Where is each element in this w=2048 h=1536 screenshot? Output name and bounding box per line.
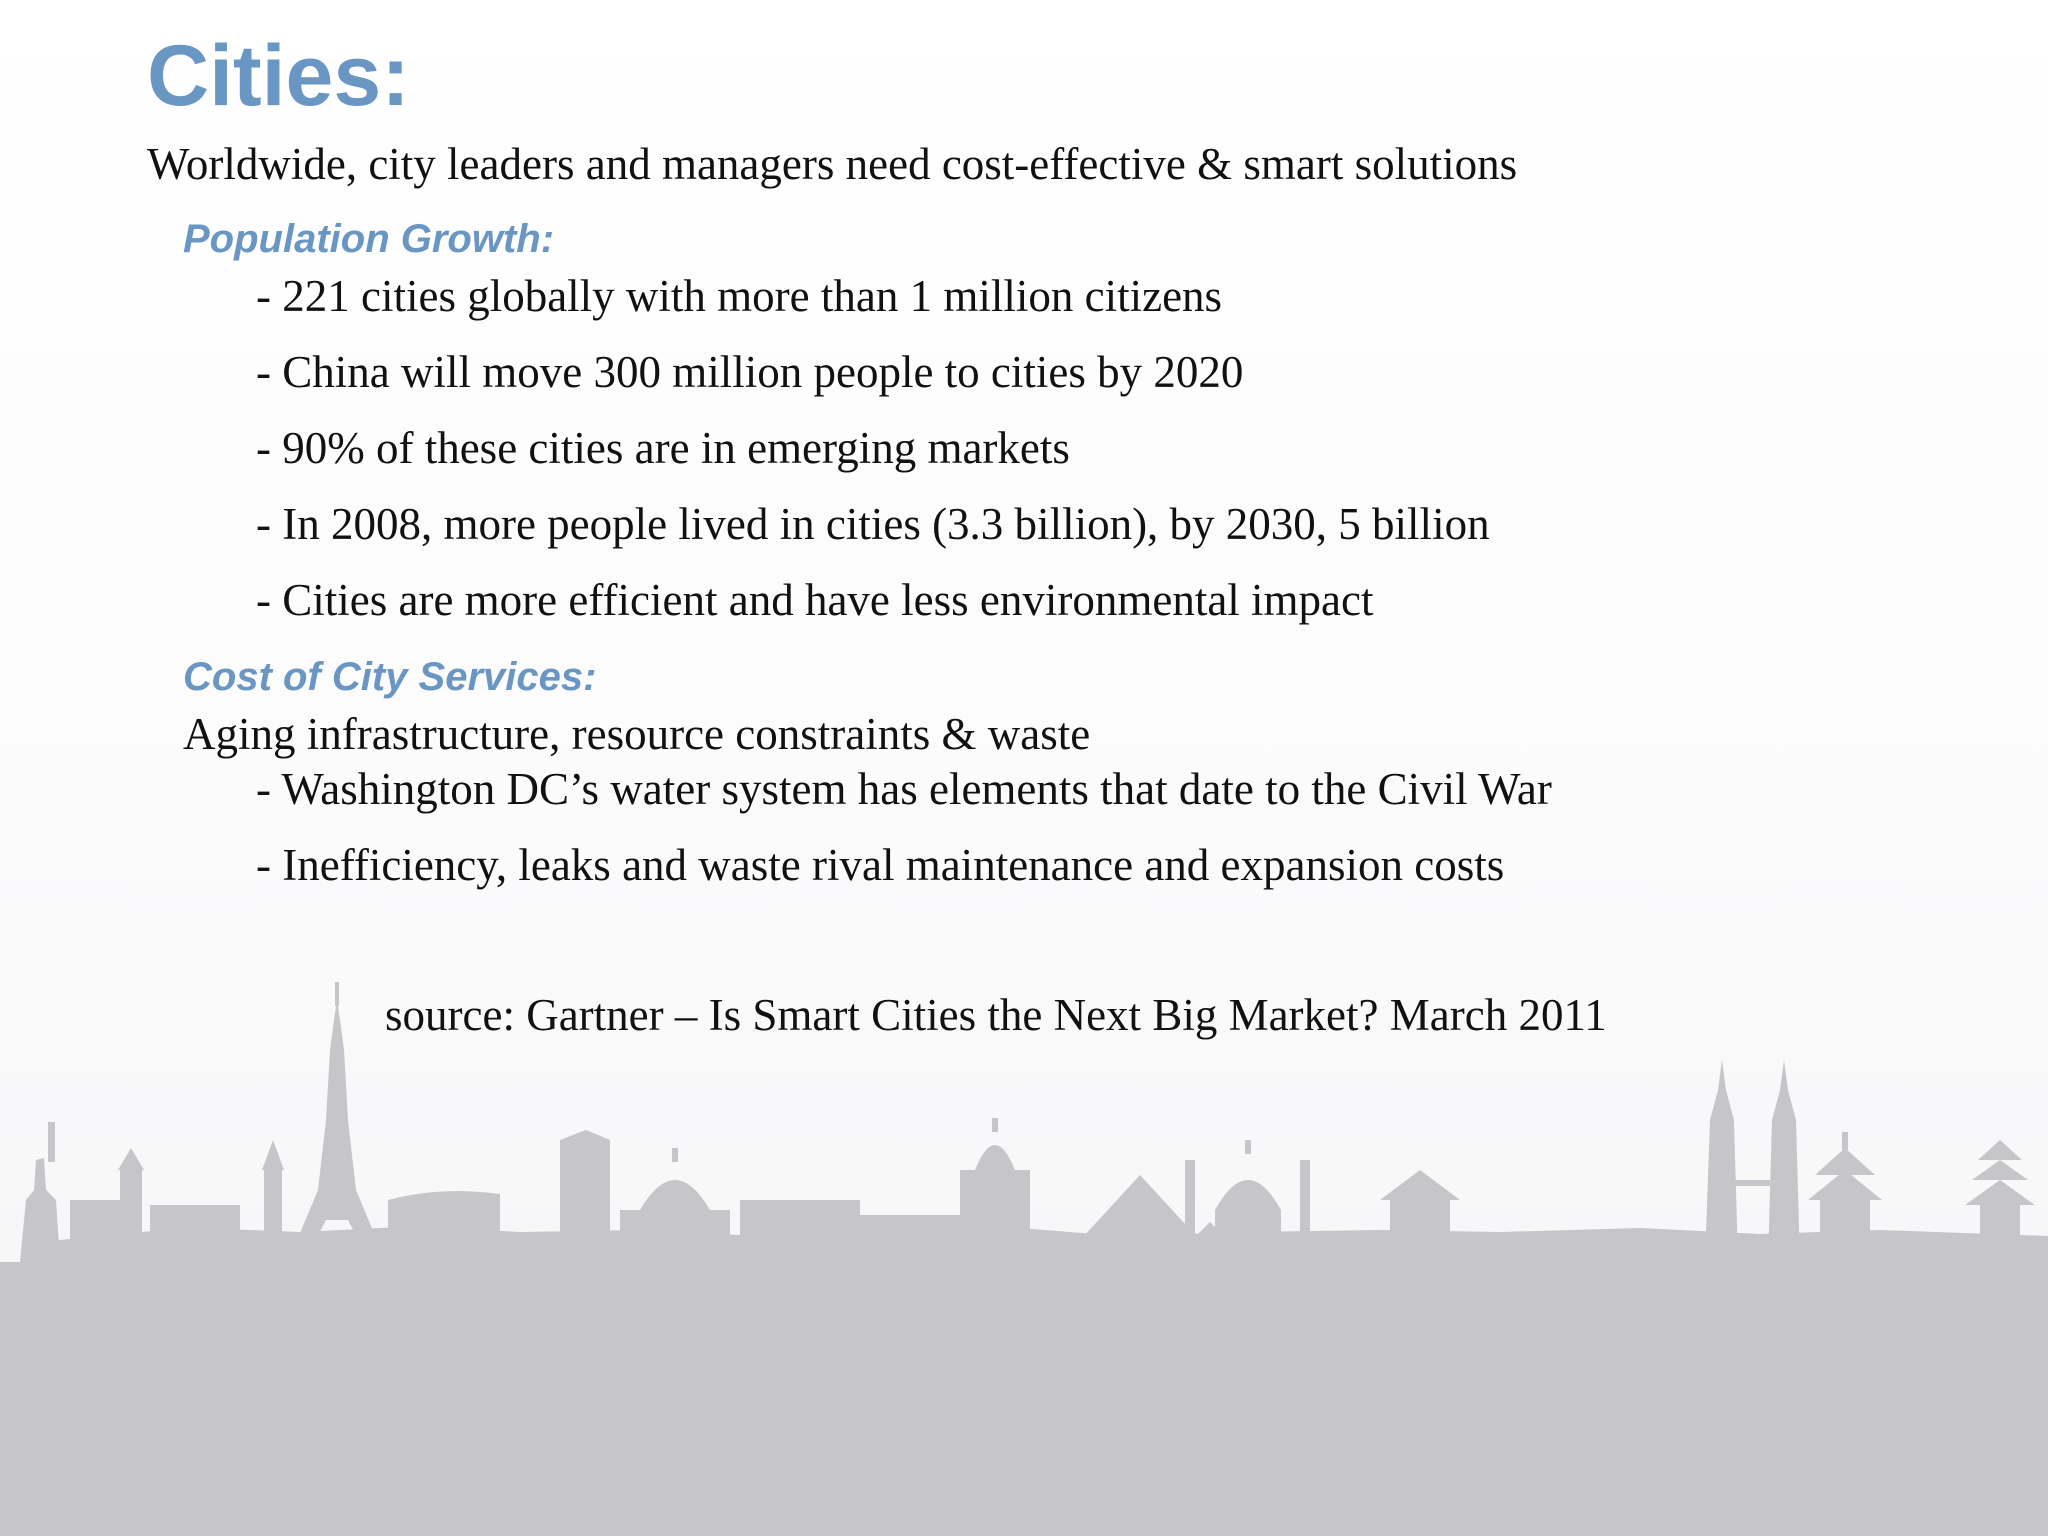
list-item: - In 2008, more people lived in cities (3.3 billion), by 2030, 5 billion [256, 499, 1490, 549]
cost-of-city-services-summary: Aging infrastructure, resource constraints & waste [183, 709, 1091, 759]
list-item: - China will move 300 million people to cities by 2020 [256, 347, 1244, 397]
list-item: - Inefficiency, leaks and waste rival maintenance and expansion costs [256, 840, 1505, 890]
intro-text: Worldwide, city leaders and managers need cost-effective & smart solutions [147, 139, 1518, 189]
list-item: - 221 cities globally with more than 1 million citizens [256, 271, 1223, 321]
cost-of-city-services-heading: Cost of City Services: [183, 655, 597, 699]
list-item: - Washington DC’s water system has elements that date to the Civil War [256, 764, 1552, 814]
population-growth-heading: Population Growth: [183, 217, 555, 261]
slide-title: Cities: [147, 28, 410, 124]
population-growth-list [256, 266, 1490, 646]
list-item: - 90% of these cities are in emerging markets [256, 423, 1070, 473]
cost-of-city-services-list [256, 759, 1552, 911]
source-citation: source: Gartner – Is Smart Cities the Next Big Market? March 2011 [385, 990, 1607, 1040]
list-item: - Cities are more efficient and have less environmental impact [256, 575, 1374, 625]
